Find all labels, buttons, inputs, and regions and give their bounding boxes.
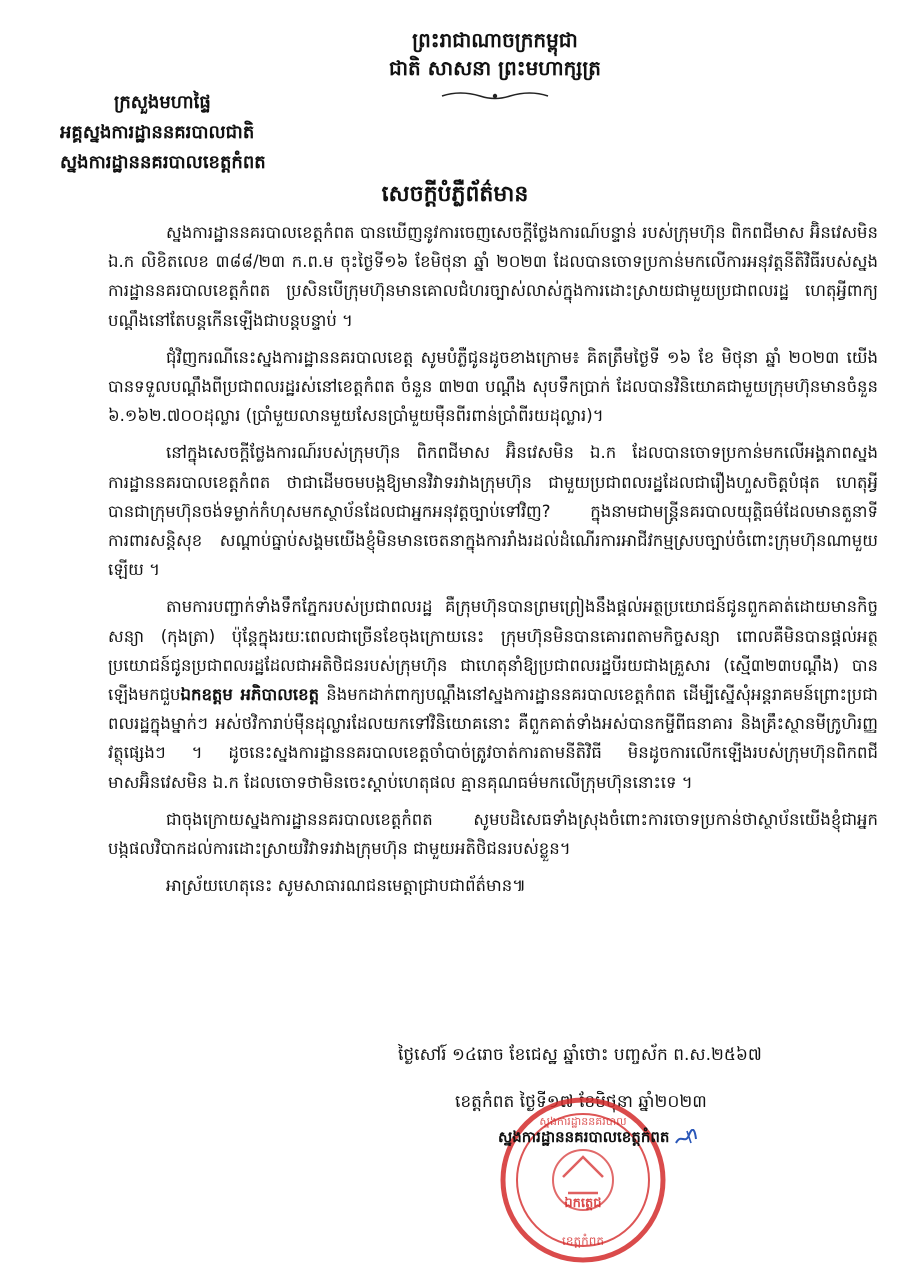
signature-icon: [675, 1129, 697, 1147]
svg-text:ខេត្តកំពត: ខេត្តកំពត: [562, 1234, 604, 1248]
nation-motto-line: ជាតិ សាសនា ព្រះមហាក្សត្រ: [389, 56, 601, 80]
ministry-header: [60, 88, 380, 178]
paragraph-3: នៅក្នុងសេចក្តីថ្លែងការណ៍របស់ក្រុមហ៊ុន ពិកពជីមាស អ៊ិនវេសមិន ឯ.ក ដែលបានចោទប្រកាន់មកលើអង្គភាពស្នងការដ្ឋាននគរបាលខេត្តកំពត ថាជាដើមចមបង្កឱ្យមានវិវាទរវាងក្រុមហ៊ុន ជាមួយប្រជាពលរដ្ឋដែលជារឿងហួសចិត្តបំផុត ហេតុអ្វីបានជាក្រុមហ៊ុនចង់ទម្លាក់កំហុសមកស្ថាប័នដែលជាអ្នកអនុវត្តច្បាប់ទៅវិញ? ក្នុងនាមជាមន្ត្រីនគរបាលយុត្តិធម៌ដែលមានតួនាទីការពារសន្តិសុខ សណ្តាប់ធ្នាប់សង្គមយើងខ្ញុំមិនមានចេតនាក្នុងការរាំងរដល់ដំណើរការអាជីវកម្មស្របច្បាប់ចំពោះក្រុមហ៊ុនណាមួយឡើយ ។: [108, 443, 878, 580]
paragraph-4: តាមការបញ្ជាក់ទាំងទឹកភ្នែករបស់ប្រជាពលរដ្ឋ គឺក្រុមហ៊ុនបានព្រមព្រៀងនឹងផ្តល់អត្ថប្រយោជន៍ជូនពួកគាត់ដោយមានកិច្ចសន្យា (កុងត្រា) ប៉ុន្តែក្នុងរយៈពេលជាច្រើនខែចុងក្រោយនេះ ក្រុមហ៊ុនមិនបានគោរពតាមកិច្ចសន្យា ពោលគឺមិនបានផ្តល់អត្ថប្រយោជន៍ជូនប្រជាពលរដ្ឋដែលជាអតិថិជនរបស់ក្រុមហ៊ុន ជាហេតុនាំឱ្យប្រជាពលរដ្ឋបីរយជាងគ្រួសារ (ស្មើ៣២៣បណ្តឹង) បានឡើងមកជួបឯកឧត្តម អភិបាលខេត្ត និងមកដាក់ពាក្យបណ្តឹងនៅស្នងការដ្ឋាននគរបាលខេត្តកំពត ដើម្បីស្នើសុំអន្តរាគមន៍ព្រោះប្រជាពលរដ្ឋក្នុងម្នាក់ៗ អស់ថវិការាប់ម៉ឺនដុល្លារដែលយកទៅវិនិយោគនោះ គឺពួកគាត់ទាំងអស់បានកម្ចីពីធនាគារ និងគ្រឹះស្ថានមីក្រូហិរញ្ញវត្ថុផ្សេងៗ ។ ដូចនេះស្នងការដ្ឋាននគរបាលខេត្តចាំបាច់ត្រូវចាត់ការតាមនីតិវិធី មិនដូចការលើកឡើងរបស់ក្រុមហ៊ុនពិកពជីមាសអ៊ិនវេសមិន ឯ.ក ដែលចោទថាមិនចេះស្តាប់ហេតុផល គ្មានគុណធម៌មកលើក្រុមហ៊ុននោះទេ ។: [108, 597, 878, 792]
solar-date: ខេត្តកំពត ថ្ងៃទី១៧ ខែមិថុនា ឆ្នាំ២០២៣: [455, 1092, 707, 1112]
document-body: [108, 218, 878, 908]
official-seal-icon: [498, 1095, 668, 1265]
governor-title: ឯកឧត្តម អភិបាលខេត្ត: [180, 685, 320, 705]
paragraph-1: ស្នងការដ្ឋាននគរបាលខេត្តកំពត បានឃើញនូវការចេញសេចក្តីថ្លែងការណ៍បន្ទាន់ របស់ក្រុមហ៊ុន ពិកពជីមាស អ៊ិនវេសមិន ឯ.ក លិខិតលេខ ៣៨៨/២៣ ក.ព.ម ចុះថ្ងៃទី១៦ ខែមិថុនា ឆ្នាំ ២០២៣ ដែលបានចោទប្រកាន់មកលើការអនុវត្តនីតិវិធីរបស់ស្នងការដ្ឋាននគរបាលខេត្តកំពត ប្រសិនបើក្រុមហ៊ុនមានគោលជំហរច្បាស់លាស់ក្នុងការដោះស្រាយជាមួយប្រជាពលរដ្ឋ ហេតុអ្វីពាក្យបណ្តឹងនៅតែបន្តកើនឡើងជាបន្តបន្ទាប់ ។: [108, 223, 878, 330]
lunar-date: ថ្ងៃសៅរ៍ ១៤រោច ខែជេស្ឋ ឆ្នាំថោះ បញ្ចស័ក ព.ស.២៥៦៧: [398, 1045, 762, 1065]
paragraph-6: អាស្រ័យហេតុនេះ សូមសាធារណជនមេត្តាជ្រាបជាព័ត៌មាន៕: [166, 876, 526, 896]
paragraph-2: ជុំវិញករណីនេះស្នងការដ្ឋាននគរបាលខេត្ត សូមបំភ្លឺជូនដូចខាងក្រោម៖ គិតត្រឹមថ្ងៃទី ១៦ ខែ មិថុនា ឆ្នាំ ២០២៣ យើងបានទទួលបណ្តឹងពីប្រជាពលរដ្ឋរស់នៅខេត្តកំពត ចំនួន ៣២៣ បណ្តឹង សុបទឹកប្រាក់ ដែលបានវិនិយោគជាមួយក្រុមហ៊ុនមានចំនួន ៦.១៦២.៧០០ដុល្លារ (ប្រាំមួយលានមួយសែនប្រាំមួយម៉ឺនពីរពាន់ប្រាំពីរយដុល្លារ)។: [108, 347, 878, 426]
signing-authority: [498, 1125, 697, 1149]
svg-text:ស្នងការដ្ឋាននគរបាល: ស្នងការដ្ឋាននគរបាល: [539, 1115, 627, 1128]
general-commissariat-line: អគ្គស្នងការដ្ឋាននគរបាលជាតិ: [60, 122, 255, 143]
document-title: សេចក្តីបំភ្លឺព័ត៌មាន: [381, 182, 529, 207]
svg-text:ឯកត្តេជ: ឯកត្តេជ: [564, 1196, 602, 1211]
signer-name: ស្នងការដ្ឋាននគរបាលខេត្តកំពត: [498, 1128, 670, 1146]
divider-ornament-icon: [440, 90, 550, 102]
paragraph-5: ជាចុងក្រោយស្នងការដ្ឋាននគរបាលខេត្តកំពត សូមបដិសេធទាំងស្រុងចំពោះការចោទប្រកាន់ថាស្ថាប័នយើងខ្ញុំជាអ្នកបង្កផលវិបាកដល់ការដោះស្រាយវិវាទរវាងក្រុមហ៊ុន ជាមួយអតិថិជនរបស់ខ្លួន។: [108, 809, 878, 859]
kingdom-line: ព្រះរាជាណាចក្រកម្ពុជា: [412, 28, 578, 52]
ministry-line: ក្រសួងមហាផ្ទៃ: [114, 92, 211, 113]
kingdom-header: [330, 26, 660, 82]
provincial-commissariat-line: ស្នងការដ្ឋាននគរបាលខេត្តកំពត: [60, 152, 266, 173]
